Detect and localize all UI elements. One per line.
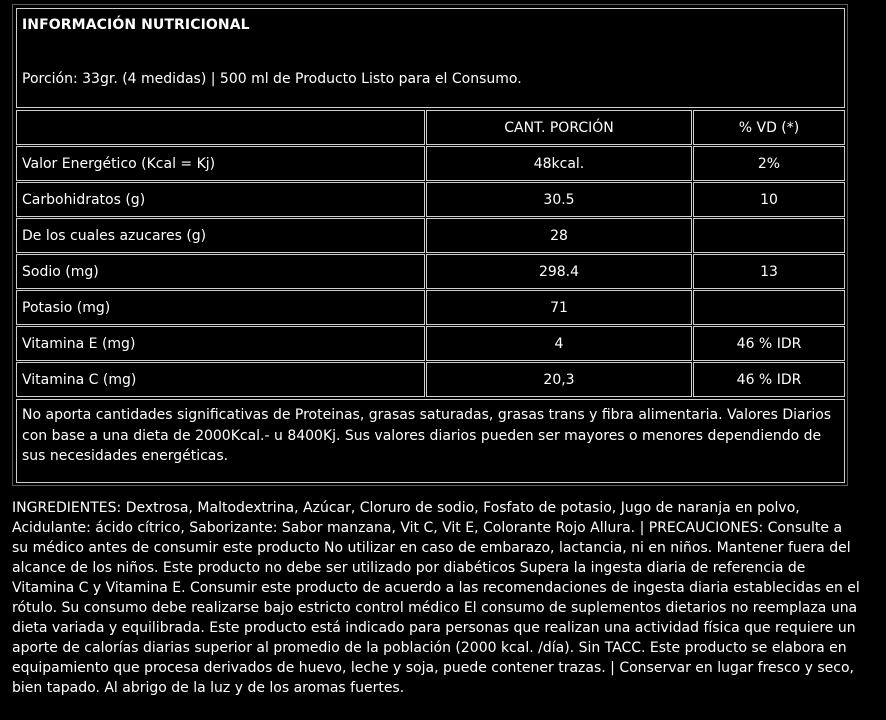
- table-row-vd: 13: [693, 254, 845, 289]
- table-row-vd: 46 % IDR: [693, 326, 845, 361]
- table-row-label: Sodio (mg): [16, 254, 425, 289]
- table-row-portion: 30.5: [426, 182, 692, 217]
- ingredients-text: INGREDIENTES: Dextrosa, Maltodextrina, Azúcar, Cloruro de sodio, Fosfato de potasio, Jugo de naranja en polvo, Acidulante: ácido cítrico, Saborizante: Sabor manzana, Vit C, Vit E, Colorante Rojo Allura. | PRECAUCIONES: Consulte a su médico antes de consumir este producto No utilizar en caso de embarazo, lactancia, ni en niños. Mantener fuera del alcance de los niños. Este producto no debe ser utilizado por diabéticos Supera la ingesta diaria de referencia de Vitamina C y Vitamina E. Consumir este producto de acuerdo a las recomendaciones de ingesta diaria establecidas en el rótulo. Su consumo debe realizarse bajo estricto control médico El consumo de suplementos dietarios no reemplaza una dieta variada y equilibrada. Este producto está indicado para personas que realizan una actividad física que requiere un aporte de calorías diarias superior al promedio de la población (2000 kcal. /día). Sin TACC. Este producto se elabora en equipamiento que procesa derivados de huevo, leche y soja, puede contener trazas. | Conservar en lugar fresco y seco, bien tapado. Al abrigo de la luz y de los aromas fuertes.: [12, 500, 860, 696]
- table-row-vd: 2%: [693, 146, 845, 181]
- table-row-label: Valor Energético (Kcal = Kj): [16, 146, 425, 181]
- nutrition-header-box: [16, 8, 845, 108]
- table-row-label: Vitamina E (mg): [16, 326, 425, 361]
- table-row-portion: 4: [426, 326, 692, 361]
- table-row-label: Carbohidratos (g): [16, 182, 425, 217]
- table-row-portion: 20,3: [426, 362, 692, 397]
- portion-info: Porción: 33gr. (4 medidas) | 500 ml de Producto Listo para el Consumo.: [22, 71, 522, 87]
- table-row-portion: 48kcal.: [426, 146, 692, 181]
- table-header-cell-label: [16, 110, 425, 145]
- table-row-portion: 28: [426, 218, 692, 253]
- table-row-label: Vitamina C (mg): [16, 362, 425, 397]
- table-row-vd: 10: [693, 182, 845, 217]
- table-header-cell-portion: CANT. PORCIÓN: [426, 110, 692, 145]
- table-row-portion: 71: [426, 290, 692, 325]
- table-row-label: Potasio (mg): [16, 290, 425, 325]
- nutrition-title: INFORMACIÓN NUTRICIONAL: [22, 17, 250, 33]
- table-row-vd: [693, 218, 845, 253]
- table-row-portion: 298.4: [426, 254, 692, 289]
- table-row-vd: 46 % IDR: [693, 362, 845, 397]
- table-header-cell-vd: % VD (*): [693, 110, 845, 145]
- table-row-vd: [693, 290, 845, 325]
- nutrition-footnote: No aporta cantidades significativas de Proteinas, grasas saturadas, grasas trans y fibra alimentaria. Valores Diarios con base a una dieta de 2000Kcal.- u 8400Kj. Sus valores diarios pueden ser mayores o menores dependiendo de sus necesidades energéticas.: [16, 399, 845, 483]
- table-row-label: De los cuales azucares (g): [16, 218, 425, 253]
